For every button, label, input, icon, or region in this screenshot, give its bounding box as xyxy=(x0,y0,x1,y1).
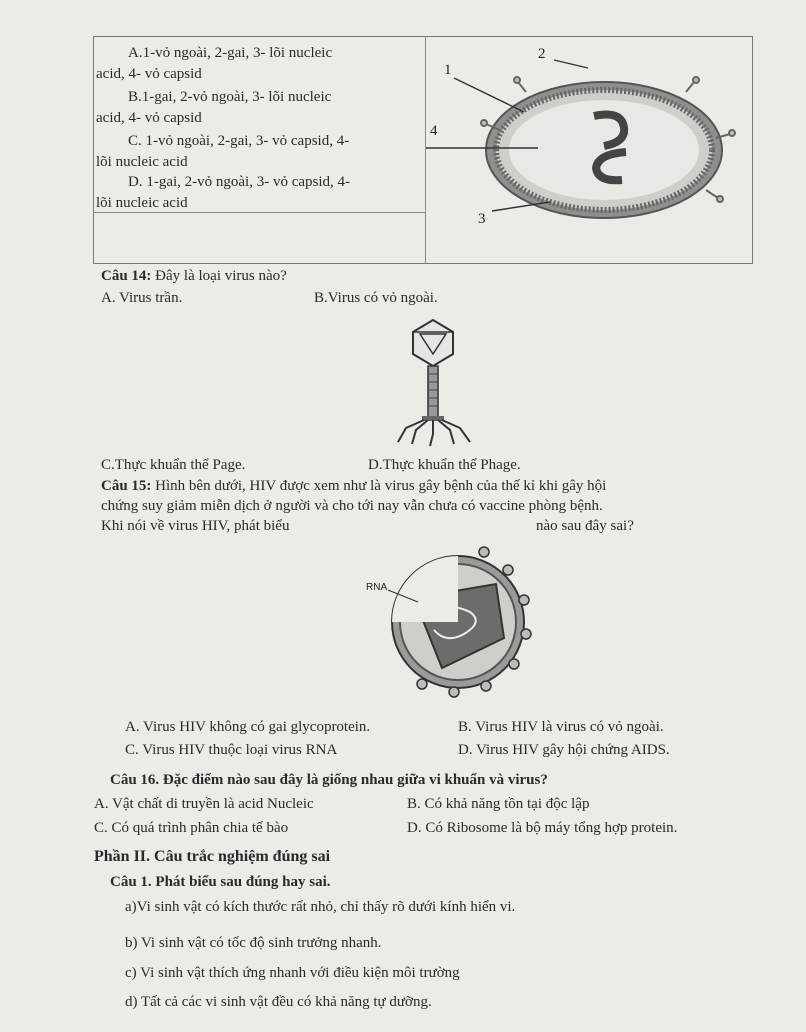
q13-option-b: B.1-gai, 2-vỏ ngoài, 3- lõi nucleic xyxy=(128,89,332,105)
q14-title: Câu 14: xyxy=(101,268,152,284)
q16-question: Câu 16. Đặc điểm nào sau đây là giống nhau giữa vi khuẩn và virus? xyxy=(110,772,548,788)
part2-statement-d: d) Tất cả các vi sinh vật đều có khả năng tự dưỡng. xyxy=(125,994,432,1010)
part2-statement-a: a)Vi sinh vật có kích thước rất nhỏ, chỉ thấy rõ dưới kính hiển vi. xyxy=(125,899,516,915)
q15-text1: Hình bên dưới, HIV được xem như là virus gây bệnh của thế kỉ khi gây hội xyxy=(151,478,607,494)
q13-option-d: D. 1-gai, 2-vỏ ngoài, 3- vỏ capsid, 4- xyxy=(128,174,351,190)
q13-option-d-cont: lõi nucleic acid xyxy=(96,195,188,211)
table-divider xyxy=(93,212,425,213)
diagram-label-3: 3 xyxy=(478,211,486,227)
q15-option-c: C. Virus HIV thuộc loại virus RNA xyxy=(125,742,338,758)
part2-q1-title: Câu 1. Phát biểu sau đúng hay sai. xyxy=(110,874,331,890)
q14-option-a: A. Virus trần. xyxy=(101,290,183,306)
q16-option-b: B. Có khả năng tồn tại độc lập xyxy=(407,796,590,812)
diagram-label-4: 4 xyxy=(430,123,438,139)
q15-question-line2: chứng suy giảm miễn dịch ở người và cho tới nay vẫn chưa có vaccine phòng bệnh. xyxy=(101,498,603,514)
q13-option-c-cont: lõi nucleic acid xyxy=(96,154,188,170)
part2-statement-b: b) Vi sinh vật có tốc độ sinh trưởng nhanh. xyxy=(125,935,382,951)
q16-option-c: C. Có quá trình phân chia tế bào xyxy=(94,820,289,836)
diagram-label-2: 2 xyxy=(538,46,546,62)
diagram-label-1: 1 xyxy=(444,62,452,78)
bacteriophage-diagram xyxy=(378,316,488,446)
q15-question-line1 xyxy=(101,478,606,495)
hiv-rna-label: RNA xyxy=(366,582,388,593)
q15-option-d: D. Virus HIV gây hội chứng AIDS. xyxy=(458,742,670,758)
q14-text: Đây là loại virus nào? xyxy=(151,268,287,284)
hiv-diagram xyxy=(358,540,538,700)
part2-statement-c: c) Vi sinh vật thích ứng nhanh với điều kiện môi trường xyxy=(125,965,460,981)
q15-question-end: nào sau đây sai? xyxy=(536,518,634,534)
q15-title: Câu 15: xyxy=(101,478,152,494)
q15-question-line3a: Khi nói về virus HIV, phát biểu xyxy=(101,518,290,534)
q16-option-d: D. Có Ribosome là bộ máy tổng hợp protein. xyxy=(407,820,678,836)
part2-title: Phần II. Câu trắc nghiệm đúng sai xyxy=(94,848,331,865)
q13-option-a: A.1-vỏ ngoài, 2-gai, 3- lõi nucleic xyxy=(128,45,333,61)
enveloped-virus-diagram xyxy=(426,40,746,240)
q14-option-b: B.Virus có vỏ ngoài. xyxy=(314,290,438,306)
q13-option-b-cont: acid, 4- vỏ capsid xyxy=(96,110,202,126)
q14-option-c: C.Thực khuẩn thể Page. xyxy=(101,457,246,473)
q15-option-b: B. Virus HIV là virus có vỏ ngoài. xyxy=(458,719,664,735)
q15-option-a: A. Virus HIV không có gai glycoprotein. xyxy=(125,719,371,735)
q15-question-line3b xyxy=(536,518,634,535)
q13-option-a-cont: acid, 4- vỏ capsid xyxy=(96,66,202,82)
q14-question xyxy=(101,268,287,285)
q14-option-d: D.Thực khuẩn thể Phage. xyxy=(368,457,521,473)
q13-option-c: C. 1-vỏ ngoài, 2-gai, 3- vỏ capsid, 4- xyxy=(128,133,350,149)
q16-option-a: A. Vật chất di truyền là acid Nucleic xyxy=(94,796,314,812)
